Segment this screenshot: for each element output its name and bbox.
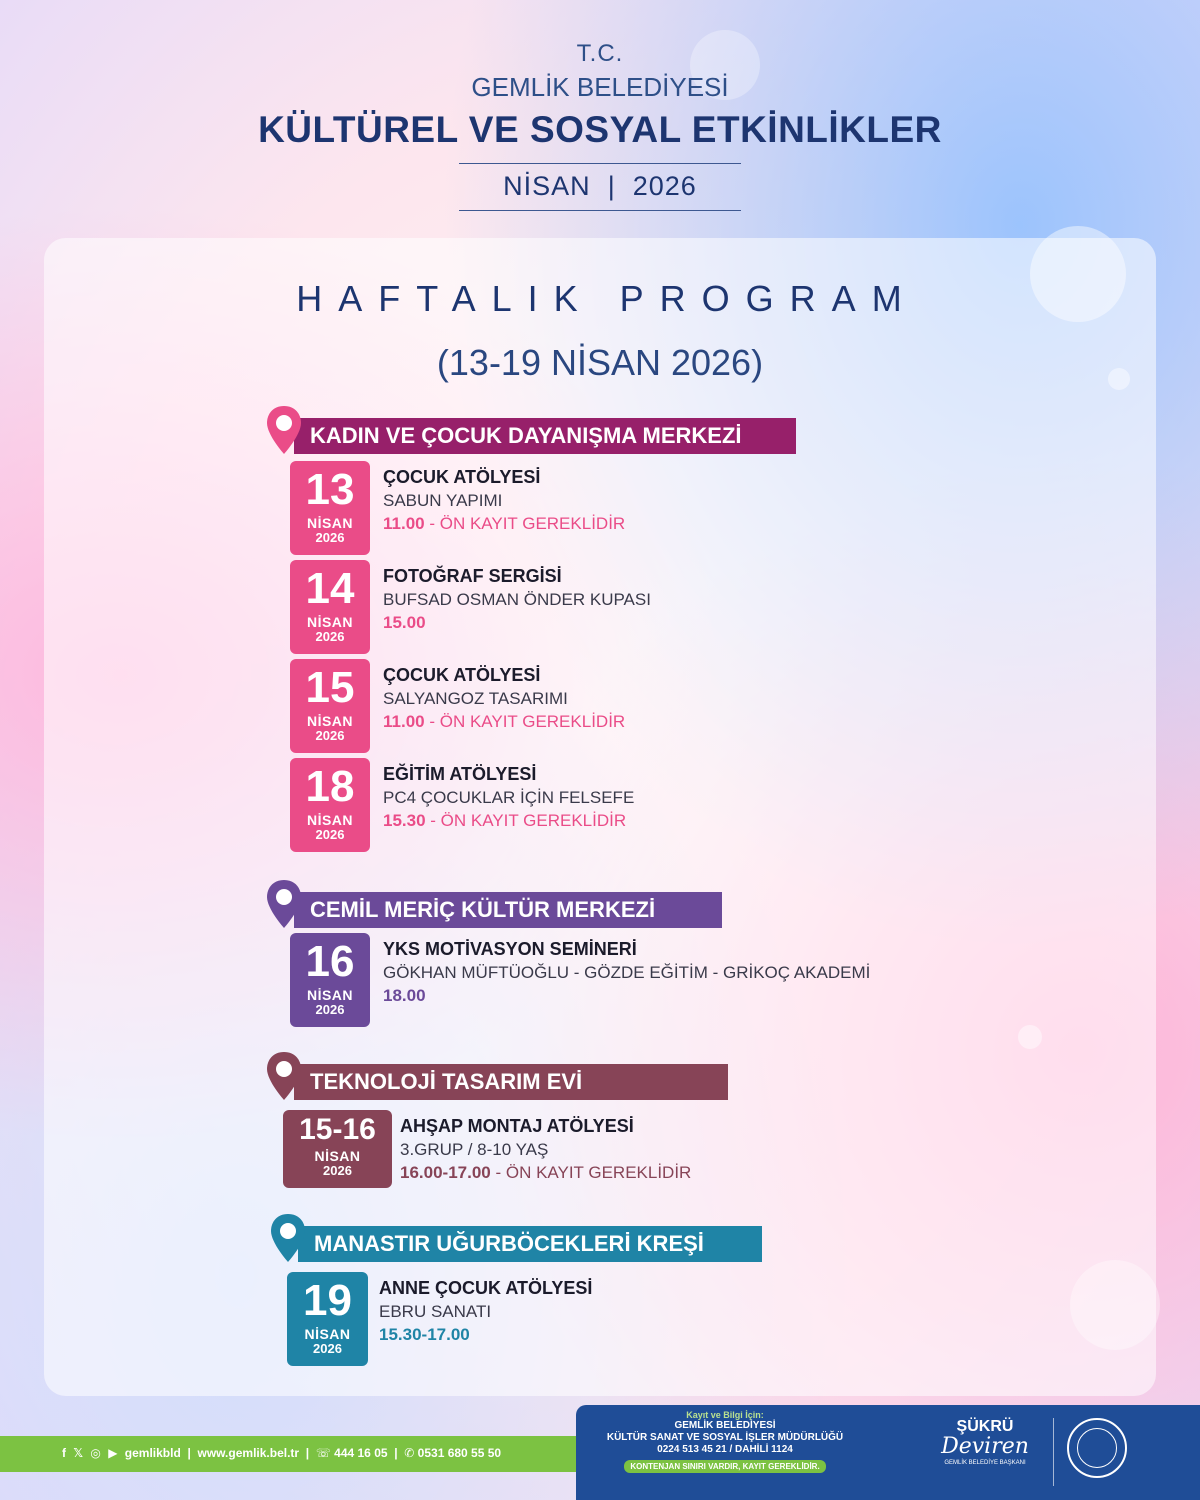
event-month: NİSAN (306, 713, 354, 729)
event-subtitle: SALYANGOZ TASARIMI (383, 689, 568, 708)
event-time-line (400, 1161, 691, 1185)
contact-label: Kayıt ve Bilgi İçin: (686, 1410, 764, 1420)
footer-divider: | (390, 1446, 401, 1460)
page-header (0, 40, 1200, 211)
event-time: 16.00-17.00 (400, 1163, 491, 1182)
event-date-badge (290, 933, 370, 1027)
footer-divider: | (302, 1446, 313, 1460)
event-year: 2026 (315, 728, 345, 743)
event-day: 16 (305, 937, 355, 986)
event-day: 19 (303, 1276, 352, 1325)
event-time: 15.00 (383, 613, 426, 632)
event-title: ÇOCUK ATÖLYESİ (383, 665, 541, 685)
municipality-seal-icon (1067, 1418, 1127, 1478)
program-title: HAFTALIK PROGRAM (296, 278, 918, 319)
website-link[interactable]: www.gemlik.bel.tr (197, 1446, 300, 1460)
event-year: 2026 (315, 1002, 345, 1017)
location-pin-icon (264, 1050, 304, 1102)
event-month: NİSAN (306, 614, 354, 630)
social-handle: gemlikbld (124, 1446, 181, 1460)
event-subtitle: PC4 ÇOCUKLAR İÇİN FELSEFE (383, 788, 635, 807)
event-day: 14 (305, 564, 355, 613)
contact-department: KÜLTÜR SANAT VE SOSYAL İŞLER MÜDÜRLÜĞÜ (606, 1432, 844, 1443)
event-year: 2026 (323, 1163, 352, 1178)
event-details (383, 937, 870, 1008)
header-month-year (459, 163, 741, 211)
event-details (383, 465, 625, 536)
footer-social-info (62, 1446, 501, 1460)
instagram-icon[interactable]: ◎ (90, 1446, 101, 1460)
event-time: 15.30-17.00 (379, 1325, 470, 1344)
event-details (383, 762, 634, 833)
event-note: - ÖN KAYIT GEREKLİDİR (424, 514, 626, 533)
contact-organization: GEMLİK BELEDİYESİ (674, 1420, 776, 1431)
event-subtitle: 3.GRUP / 8-10 YAŞ (400, 1140, 549, 1159)
event-date-badge (290, 461, 370, 555)
contact-phone: 0224 513 45 21 / DAHİLİ 1124 (657, 1444, 793, 1455)
event-day: 13 (305, 465, 355, 514)
capacity-note: KONTENJAN SINIRI VARDIR, KAYIT GEREKLİDİR. (624, 1460, 825, 1473)
event-subtitle: SABUN YAPIMI (383, 491, 503, 510)
mayor-role: GEMLİK BELEDİYE BAŞKANI (944, 1460, 1026, 1466)
event-date-badge (283, 1110, 392, 1188)
event-title: ÇOCUK ATÖLYESİ (383, 467, 541, 487)
event-details (400, 1114, 691, 1185)
location-pin-icon (264, 404, 304, 456)
program-date-range: (13-19 NİSAN 2026) (436, 342, 764, 383)
mayor-first-name: ŞÜKRÜ (956, 1418, 1014, 1435)
event-title: FOTOĞRAF SERGİSİ (383, 566, 562, 586)
event-time: 11.00 (383, 712, 425, 731)
event-month: NİSAN (306, 987, 354, 1003)
youtube-icon[interactable]: ▶ (108, 1446, 118, 1460)
header-year: 2026 (632, 171, 697, 201)
event-time: 15.30 (383, 811, 426, 830)
event-year: 2026 (315, 530, 345, 545)
event-month: NİSAN (304, 1326, 351, 1342)
page-title: KÜLTÜREL VE SOSYAL ETKİNLİKLER (258, 109, 942, 150)
event-time-line (383, 512, 625, 536)
mayor-last-name: Deviren (941, 1434, 1029, 1459)
event-date-badge (290, 758, 370, 852)
event-year: 2026 (315, 629, 345, 644)
header-month: NİSAN (503, 171, 591, 201)
whatsapp-number: 0531 680 55 50 (417, 1446, 502, 1460)
event-month: NİSAN (314, 1148, 361, 1164)
event-details (383, 663, 625, 734)
event-details (379, 1276, 592, 1347)
header-organization: GEMLİK BELEDİYESİ (471, 72, 729, 102)
event-title: YKS MOTİVASYON SEMİNERİ (383, 939, 637, 959)
facebook-icon[interactable]: f (62, 1446, 66, 1460)
whatsapp-icon: ✆ (404, 1446, 415, 1460)
location-pin-icon (264, 878, 304, 930)
event-date-badge (290, 659, 370, 753)
event-note: - ÖN KAYIT GEREKLİDİR (425, 811, 627, 830)
event-subtitle: BUFSAD OSMAN ÖNDER KUPASI (383, 590, 651, 609)
event-title: EĞİTİM ATÖLYESİ (383, 764, 537, 784)
event-year: 2026 (313, 1341, 342, 1356)
event-subtitle: GÖKHAN MÜFTÜOĞLU - GÖZDE EĞİTİM - GRİKOÇ AKADEMİ (383, 963, 871, 982)
event-time-line (383, 984, 870, 1008)
venue-title: TEKNOLOJİ TASARIM EVİ (294, 1064, 728, 1100)
x-icon[interactable]: 𝕏 (73, 1446, 84, 1460)
event-time-line (379, 1323, 592, 1347)
mayor-signature (920, 1418, 1050, 1466)
event-day: 15 (305, 663, 355, 712)
event-subtitle: EBRU SANATI (379, 1302, 492, 1321)
location-pin-icon (268, 1212, 308, 1264)
event-day: 18 (305, 762, 355, 811)
contact-block (584, 1410, 866, 1474)
event-note: - ÖN KAYIT GEREKLİDİR (424, 712, 626, 731)
header-divider: | (599, 171, 625, 201)
event-time-line (383, 710, 625, 734)
event-title: AHŞAP MONTAJ ATÖLYESİ (400, 1116, 634, 1136)
venue-title: MANASTIR UĞURBÖCEKLERİ KREŞİ (298, 1226, 762, 1262)
footer-divider: | (184, 1446, 195, 1460)
phone-icon: ☏ (315, 1446, 331, 1460)
footer-separator (1053, 1418, 1054, 1486)
event-note: - ÖN KAYIT GEREKLİDİR (490, 1163, 692, 1182)
event-title: ANNE ÇOCUK ATÖLYESİ (379, 1278, 593, 1298)
event-details (383, 564, 651, 635)
header-tc: T.C. (576, 40, 624, 67)
event-day: 15-16 (299, 1113, 376, 1146)
event-date-badge (287, 1272, 368, 1366)
venue-title: CEMİL MERİÇ KÜLTÜR MERKEZİ (294, 892, 722, 928)
event-month: NİSAN (306, 812, 354, 828)
event-time-line (383, 809, 634, 833)
event-year: 2026 (315, 827, 345, 842)
event-time-line (383, 611, 651, 635)
event-date-badge (290, 560, 370, 654)
venue-title: KADIN VE ÇOCUK DAYANIŞMA MERKEZİ (294, 418, 796, 454)
event-time: 18.00 (383, 986, 426, 1005)
event-time: 11.00 (383, 514, 425, 533)
event-month: NİSAN (306, 515, 354, 531)
phone-number: 444 16 05 (334, 1446, 388, 1460)
